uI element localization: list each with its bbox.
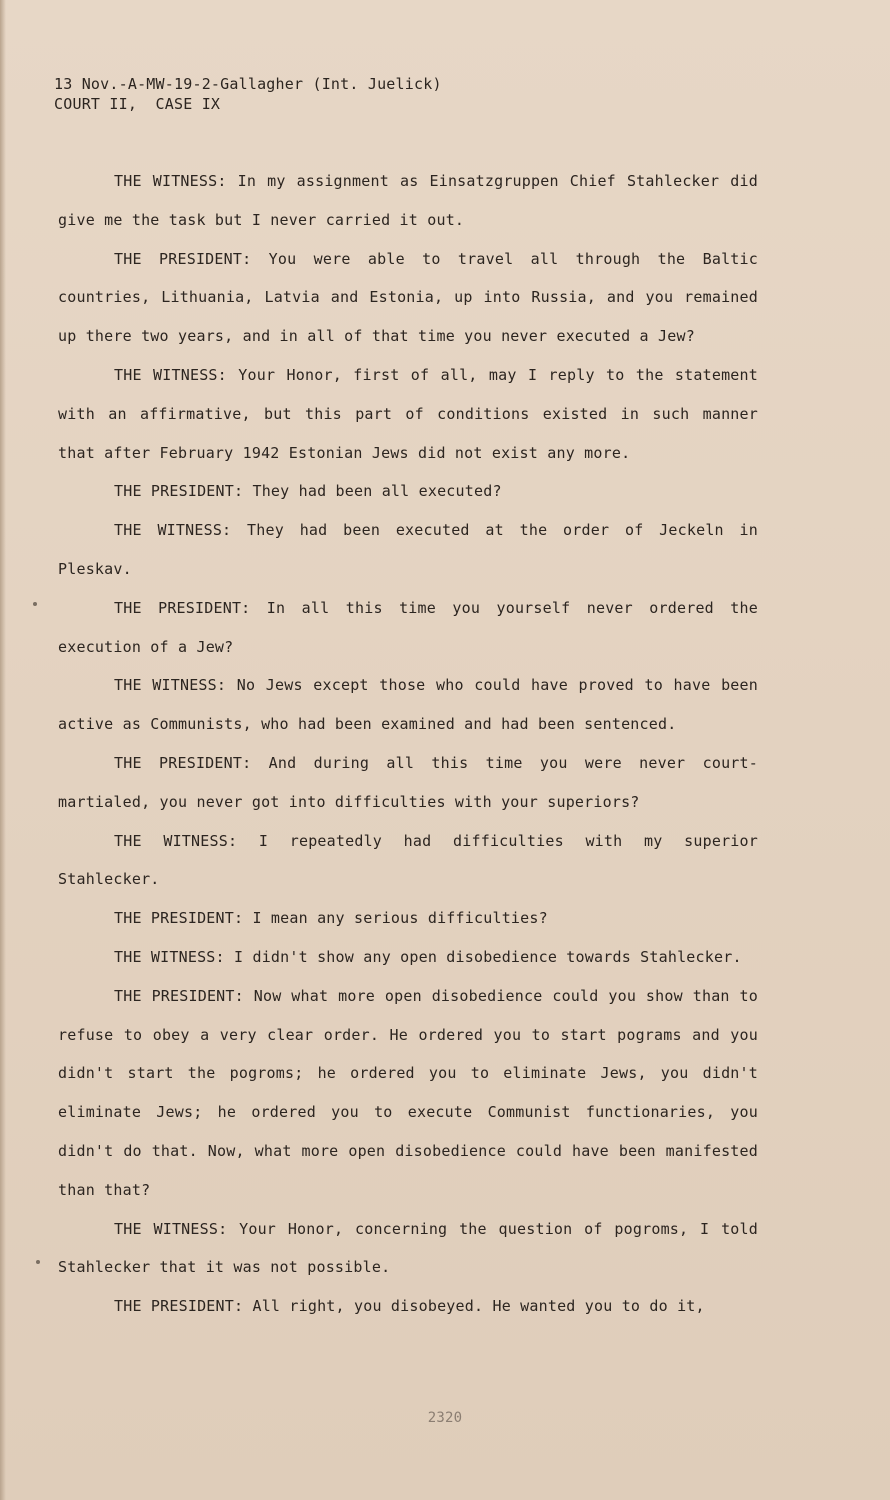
transcript-paragraph: THE WITNESS: I didn't show any open disobedience towards Stahlecker. <box>114 947 742 966</box>
paper-edge-shadow <box>0 0 6 1500</box>
header-case-reference: 13 Nov.-A-MW-19-2-Gallagher (Int. Juelick) <box>54 75 442 93</box>
transcript-paragraph: THE PRESIDENT: Now what more open disobedience could you show than to refuse to obey a very clear order. He ordered you to start pograms and you didn't start the pogroms; he ordered you to eliminate Jews, you didn't eliminate Jews; he ordered you to execute Communist functionaries, you didn't do that. Now, what more open disobedience could have been manifested than that? <box>58 986 758 1199</box>
transcript-paragraph: THE WITNESS: They had been executed at the order of Jeckeln in Pleskav. <box>58 521 758 578</box>
header-court-case: COURT II, CASE IX <box>54 95 221 113</box>
transcript-paragraph: THE PRESIDENT: I mean any serious difficulties? <box>114 909 548 928</box>
transcript-paragraph: THE WITNESS: In my assignment as Einsatzgruppen Chief Stahlecker did give me the task but I never carried it out. <box>58 172 758 229</box>
page-number: 2320 <box>427 1410 463 1426</box>
transcript-paragraph: THE WITNESS: No Jews except those who could have proved to have been active as Communists, who had been examined and had been sentenced. <box>58 676 758 734</box>
margin-mark <box>33 602 37 606</box>
transcript-paragraph: THE WITNESS: I repeatedly had difficulties with my superior Stahlecker. <box>58 831 758 889</box>
transcript-paragraph: THE PRESIDENT: All right, you disobeyed. He wanted you to do it, <box>114 1297 705 1316</box>
transcript-paragraph: THE PRESIDENT: They had been all executed? <box>114 482 502 501</box>
transcript-paragraph: THE PRESIDENT: You were able to travel all through the Baltic countries, Lithuania, Latvia and Estonia, up into Russia, and you remained up there two years, and in all of that time you never executed a Jew? <box>58 249 758 346</box>
margin-mark <box>36 1260 40 1264</box>
transcript-paragraph: THE PRESIDENT: In all this time you yourself never ordered the execution of a Jew? <box>58 598 758 656</box>
transcript-paragraph: THE PRESIDENT: And during all this time you were never court-martialed, you never got into difficulties with your superiors? <box>58 753 758 811</box>
transcript-paragraph: THE WITNESS: Your Honor, first of all, may I reply to the statement with an affirmative, but this part of conditions existed in such manner that after February 1942 Estonian Jews did not exist any more. <box>58 365 758 462</box>
document-header <box>54 74 442 114</box>
transcript-paragraph: THE WITNESS: Your Honor, concerning the question of pogroms, I told Stahlecker that it was not possible. <box>58 1219 758 1277</box>
transcript-body <box>58 162 758 1326</box>
